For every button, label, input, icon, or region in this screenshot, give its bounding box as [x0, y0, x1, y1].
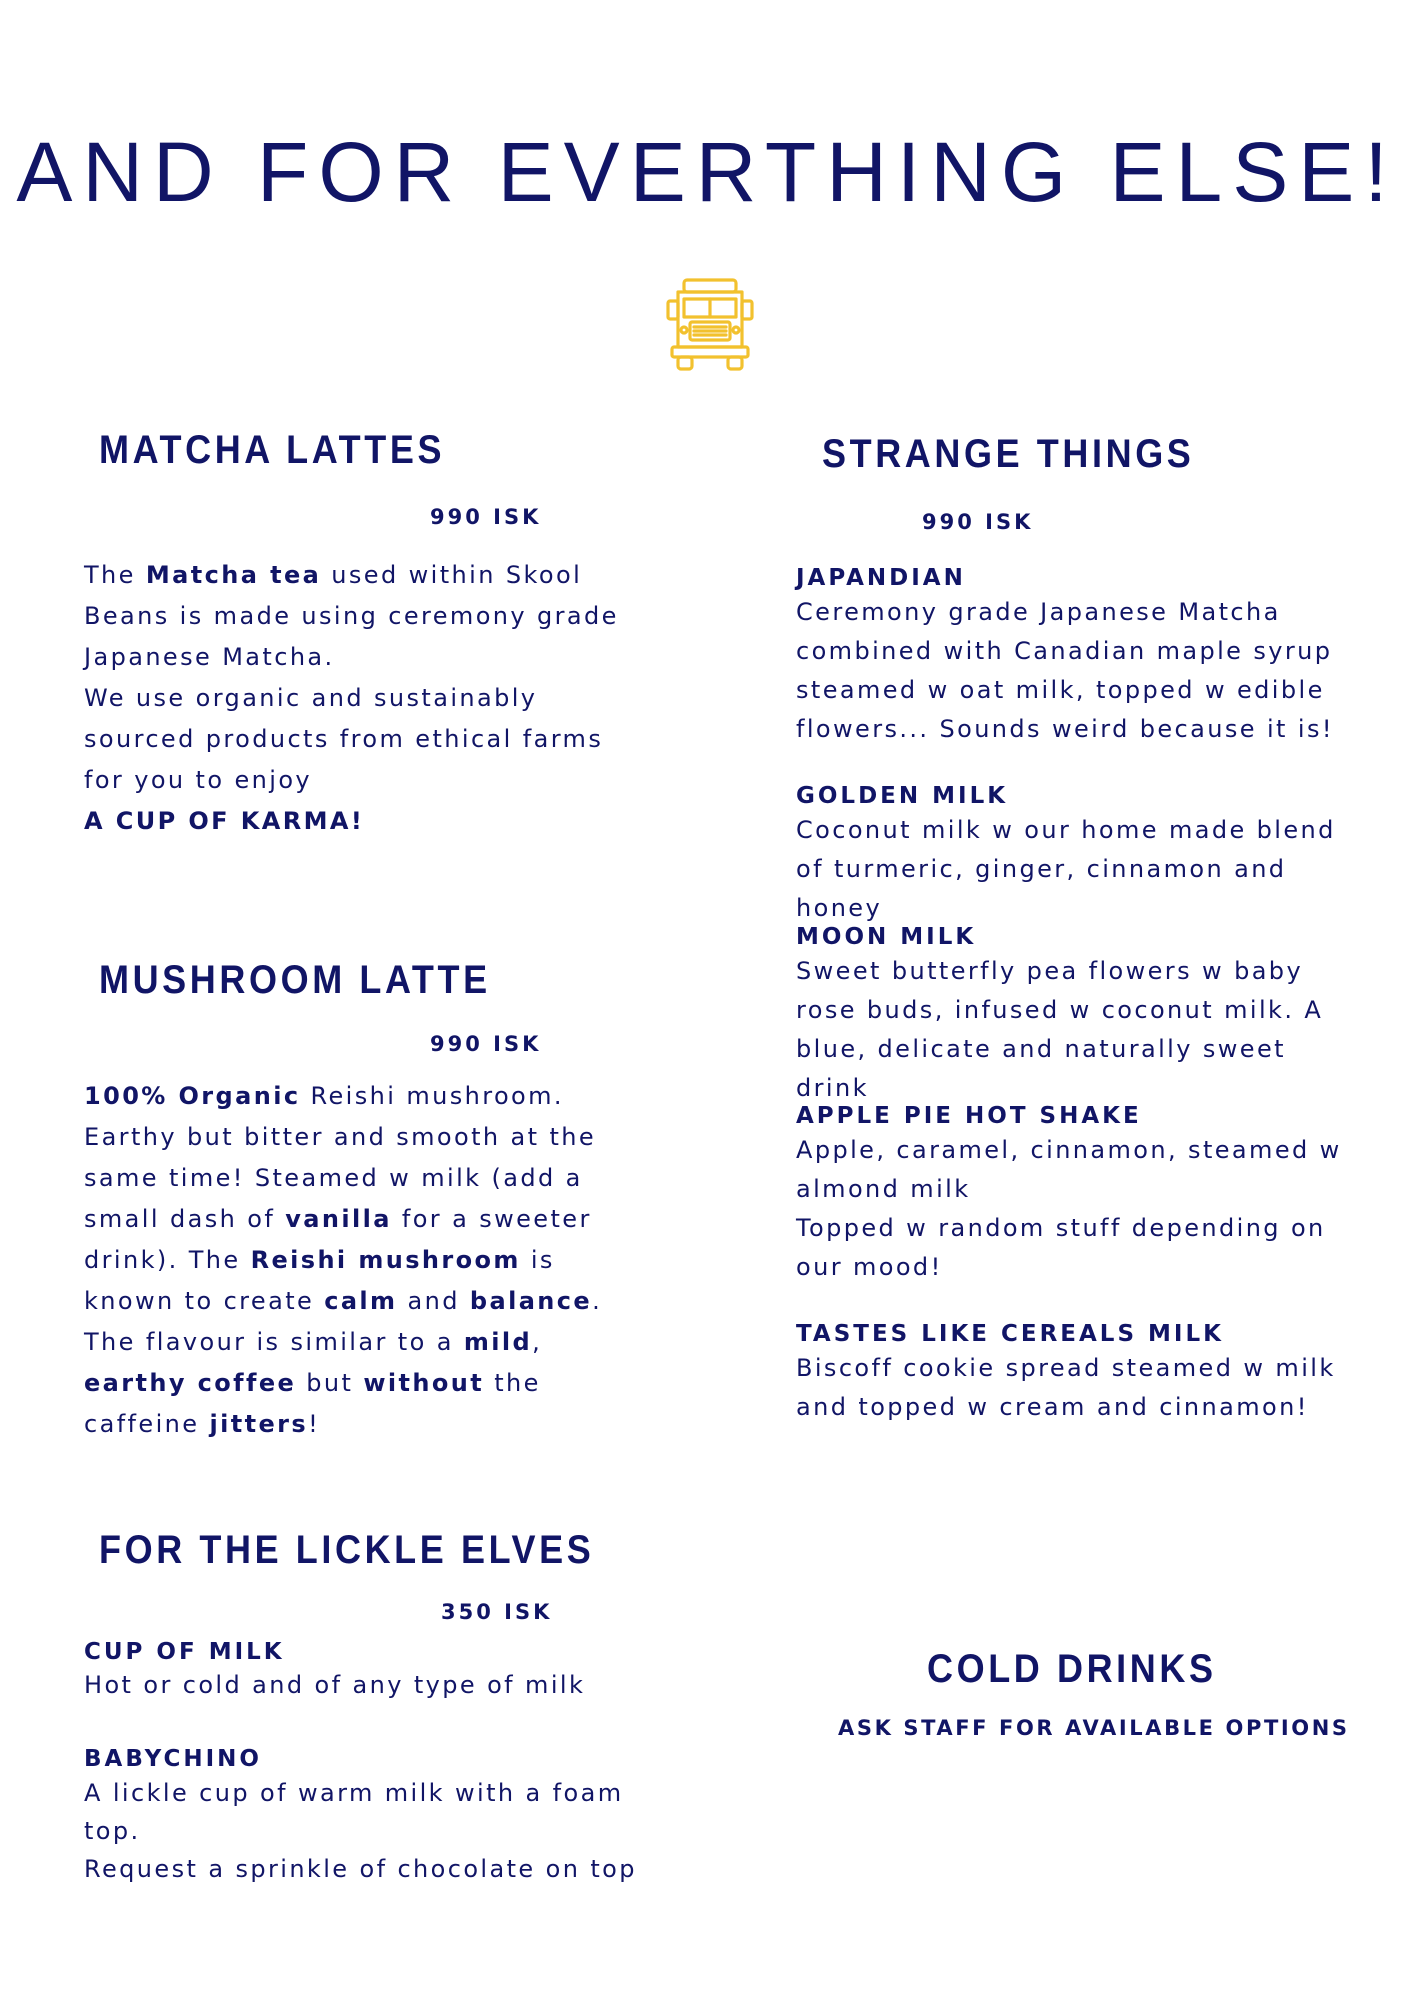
item-name: GOLDEN MILK: [796, 783, 1009, 809]
item-description: A lickle cup of warm milk with a foam top.: [84, 1779, 624, 1845]
item-description-extra: Topped w random stuff depending on our mood!: [796, 1214, 1326, 1281]
page-title: AND FOR EVERTHING ELSE!: [16, 125, 1398, 219]
mushroom-description: 100% Organic Reishi mushroom. Earthy but bitter and smooth at the same time! Steamed w milk (add a small dash of vanilla for a sweeter drink). The Reishi mushroom is known to create calm and balance. The flavour is similar to a mild, earthy coffee but without the caffeine jitters!: [84, 1082, 603, 1438]
item-description: Ceremony grade Japanese Matcha combined with Canadian maple syrup steamed w oat milk, topped w edible flowers... Sounds weird because it is!: [796, 598, 1334, 743]
list-item: [796, 781, 1356, 928]
item-description: Apple, caramel, cinnamon, steamed w almond milk: [796, 1136, 1342, 1203]
strange-heading: STRANGE THINGS: [822, 432, 1195, 476]
item-name: APPLE PIE HOT SHAKE: [796, 1103, 1142, 1129]
matcha-price: 990 ISK: [430, 505, 542, 529]
list-item: [796, 1319, 1356, 1427]
list-item: [796, 922, 1356, 1108]
list-item: [84, 1744, 664, 1888]
matcha-tagline: A CUP OF KARMA!: [84, 807, 365, 835]
list-item: [796, 563, 1356, 749]
cold-heading: COLD DRINKS: [927, 1647, 1217, 1691]
elves-price: 350 ISK: [441, 1600, 553, 1624]
school-bus-icon: [664, 275, 756, 375]
item-description-extra: Request a sprinkle of chocolate on top: [84, 1855, 637, 1883]
matcha-heading: MATCHA LATTES: [99, 428, 446, 472]
mushroom-price: 990 ISK: [430, 1032, 542, 1056]
list-item: [796, 1101, 1356, 1287]
item-name: TASTES LIKE CEREALS MILK: [796, 1321, 1224, 1347]
mushroom-heading: MUSHROOM LATTE: [99, 958, 491, 1002]
cold-note: ASK STAFF FOR AVAILABLE OPTIONS: [838, 1716, 1350, 1740]
matcha-description: The Matcha tea used within Skool Beans is made using ceremony grade Japanese Matcha. We use organic and sustainably sourced products from ethical farms for you to enjoy A CUP OF KARMA!: [84, 561, 619, 835]
item-name: MOON MILK: [796, 924, 977, 950]
list-item: [84, 1637, 644, 1703]
item-name: BABYCHINO: [84, 1746, 262, 1772]
item-name: JAPANDIAN: [796, 565, 966, 591]
item-description: Coconut milk w our home made blend of turmeric, ginger, cinnamon and honey: [796, 816, 1336, 922]
item-description: Biscoff cookie spread steamed w milk and topped w cream and cinnamon!: [796, 1354, 1336, 1421]
item-description: Hot or cold and of any type of milk: [84, 1671, 586, 1699]
item-description: Sweet butterfly pea flowers w baby rose buds, infused w coconut milk. A blue, delicate and naturally sweet drink: [796, 957, 1324, 1102]
elves-heading: FOR THE LICKLE ELVES: [99, 1528, 595, 1572]
item-name: CUP OF MILK: [84, 1639, 285, 1665]
strange-price: 990 ISK: [922, 510, 1034, 534]
